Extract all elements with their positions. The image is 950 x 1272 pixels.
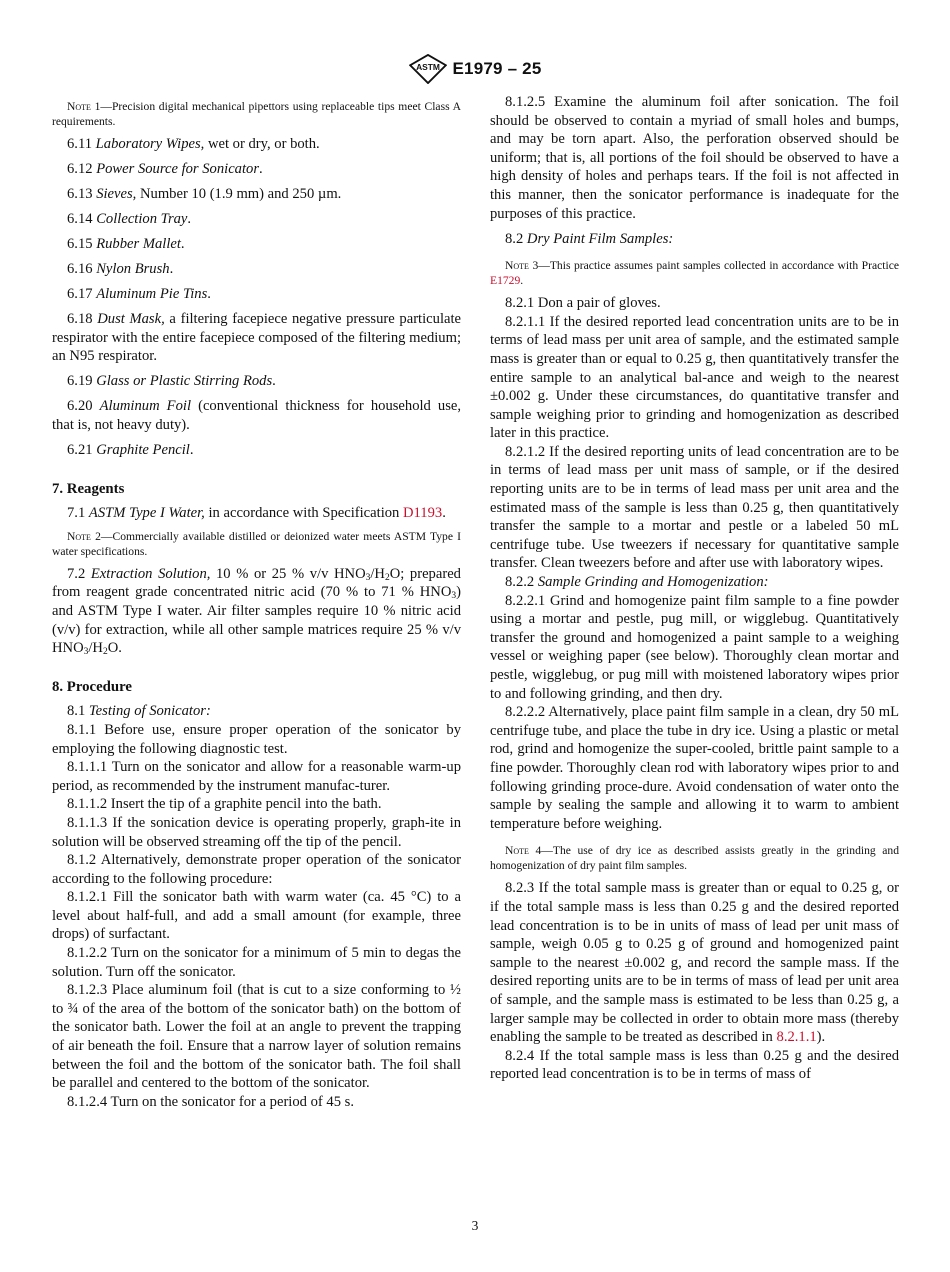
list-item: 6.15 Rubber Mallet. <box>67 236 185 253</box>
link-e1729[interactable]: E1729 <box>490 274 521 288</box>
link-8-2-1-1[interactable]: 8.2.1.1 <box>776 1029 817 1046</box>
paragraph: 8.1.1 Before use, ensure proper operation of the sonicator by employing the following diagnostic test. <box>52 721 461 757</box>
paragraph: 8.1.1.2 Insert the tip of a graphite pencil into the bath. <box>67 796 382 813</box>
paragraph: 8.1.1.3 If the sonication device is operating properly, graph-ite in solution will be observed streaming off the tip of the pencil. <box>52 814 461 850</box>
list-item: 6.14 Collection Tray. <box>67 211 192 228</box>
list-item: 6.21 Graphite Pencil. <box>67 442 194 459</box>
para-7-1: 7.1 ASTM Type I Water, in accordance with Specification D1193. <box>67 505 446 522</box>
paragraph: 8.2.1 Don a pair of gloves. <box>505 295 661 312</box>
list-item: 6.12 Power Source for Sonicator. <box>67 161 263 178</box>
link-d1193[interactable]: D1193 <box>403 505 443 522</box>
list-item: 6.11 Laboratory Wipes, wet or dry, or both. <box>67 136 320 153</box>
right-column <box>490 93 899 1084</box>
paragraph: 8.2.2.1 Grind and homogenize paint film sample to a fine powder using a mortar and pestle, pug mill, or wigglebug. Quantitatively transfer the ground and homogenized a paint sample to a weighing vessel or weighing paper (see below). Thoroughly clean mortar and pestle, wigglebug, or pug mill with moistened laboratory wipes prior to and following grinding, and then dry. <box>490 592 899 702</box>
para-7-2: 7.2 Extraction Solution, 10 % or 25 % v/v $HNO_3/H_2O$; prepared from reagent grade concentrated nitric acid (70 % to 71 % $HNO_3$) and ASTM Type I water. Air filter samples require 10 % nitric acid (v/v) for extraction, while all other sample matrices require 25 % v/v $HNO_3/H_2O$. <box>52 565 461 658</box>
page-header <box>0 52 950 86</box>
para-8-2-2: 8.2.2 Sample Grinding and Homogenization: <box>505 574 769 591</box>
section-7-heading: 7. Reagents <box>52 480 125 497</box>
list-item: 6.20 Aluminum Foil (conventional thickness for household use, that is, not heavy duty). <box>52 398 462 434</box>
para-8-2-3: 8.2.3 If the total sample mass is greater than or equal to 0.25 g, or if the total sample mass is less than 0.25 g and the desired reported lead concentration is to be in units of mass of lead per unit mass of sample, weigh 0.05 g to 0.25 g of ground and homogenized paint sample to the nearest ±0.002 g, and record the sample mass. If the desired reporting units are to be in terms of mass of lead per unit area of sample, and the sample mass is estimated to be less than 0.25 g, a larger sample may be collected in order to obtain more mass (thereby enabling the sample to be treated as described in 8.2.1.1). <box>490 880 899 1046</box>
left-column <box>52 93 461 1111</box>
astm-logo-icon <box>409 54 447 84</box>
list-item: 6.16 Nylon Brush. <box>67 261 174 278</box>
section-8-heading: 8. Procedure <box>52 678 132 695</box>
note-3: Note 3—This practice assumes paint samples collected in accordance with Practice E1729. <box>490 259 899 288</box>
para-8-1: 8.1 Testing of Sonicator: <box>67 703 211 720</box>
page-number: 3 <box>471 1218 479 1233</box>
paragraph: 8.2.2.2 Alternatively, place paint film sample in a clean, dry 50 mL centrifuge tube, and place the tube in dry ice. Using a plastic or metal rod, grind and homogenize the super-cooled, brittle paint sample to a fine powder. Thoroughly clean rod with laboratory wipes prior to and following grinding proce-dure. Avoid condensation of water onto the sample by sealing the sample and allowing it to warm to ambient temperature before weighing. <box>490 704 899 832</box>
list-item: 6.17 Aluminum Pie Tins. <box>67 286 211 303</box>
paragraph: 8.1.2.2 Turn on the sonicator for a minimum of 5 min to degas the solution. Turn off the sonicator. <box>52 945 461 980</box>
para-8-1-2-5: 8.1.2.5 Examine the aluminum foil after sonication. The foil should be observed to contain a myriad of small holes and bumps, and may be torn apart. Also, the perforation observed should be uniform; that is, all portions of the foil should be observed to have a high density of holes and perhaps tears. If the foil is not affected in this manner, then the sonicator performance is inadequate for the purposes of this practice. <box>490 94 899 222</box>
document-id: E1979 – 25 <box>452 59 542 78</box>
paragraph: 8.1.1.1 Turn on the sonicator and allow for a reasonable warm-up period, as recommended by the instrument manufac-turer. <box>52 759 461 794</box>
paragraph: 8.1.2.1 Fill the sonicator bath with warm water (ca. 45 °C) to a level about half-full, and add a small amount (for example, three drops) of surfactant. <box>52 889 461 943</box>
list-item: 6.19 Glass or Plastic Stirring Rods. <box>67 373 276 390</box>
svg-text:ASTM: ASTM <box>415 61 440 72</box>
paragraph: 8.1.2 Alternatively, demonstrate proper operation of the sonicator according to the following procedure: <box>52 852 461 887</box>
paragraph: 8.1.2.4 Turn on the sonicator for a period of 45 s. <box>67 1093 354 1110</box>
note-2: Note 2—Commercially available distilled or deionized water meets ASTM Type I water specifications. <box>52 529 461 558</box>
list-item: 6.18 Dust Mask, a filtering facepiece negative pressure particulate respirator with the entire facepiece composed of the filtering medium; an N95 respirator. <box>52 311 462 365</box>
para-8-2: 8.2 Dry Paint Film Samples: <box>505 230 674 247</box>
paragraph: 8.2.1.2 If the desired reporting units of lead concentration are to be in terms of lead mass per unit mass of sample, or if the desired reporting units are to be in terms of lead mass per unit area and the estimated mass of the sample is less than 0.25 g, then quantitatively transfer the sample to a mortar and pestle or a labeled 50 mL centrifuge tube. Use tweezers if necessary for quantitative sample transfer. Clean tweezers before and after use with laboratory wipes. <box>490 443 899 572</box>
paragraph: 8.1.2.3 Place aluminum foil (that is cut to a size conforming to ½ to ¾ of the area of the bottom of the sonicator bath) on the bottom of the sonicator bath. Lower the foil at an angle to prevent the trapping of air beneath the foil. Ensure that a narrow layer of solution remains between the foil and the bottom of the sonicator bath. The foil shall be parallel and centered to the bottom of the sonicator. <box>52 982 461 1092</box>
list-item: 6.13 Sieves, Number 10 (1.9 mm) and 250 µm. <box>67 186 342 203</box>
paragraph: 8.2.1.1 If the desired reported lead concentration units are to be in terms of lead mass per unit area of sample, and the estimated sample mass is greater than or equal to 0.25 g, then quantitatively transfer the entire sample to an analytical bal-ance and weigh to the nearest ±0.002 g. Under these circumstances, do quantitative transfer and sample weighing prior to grinding and homogenization as described later in this practice. <box>490 313 899 442</box>
para-8-2-4: 8.2.4 If the total sample mass is less than 0.25 g and the desired reported lead concentration is to be in terms of mass of <box>490 1047 899 1083</box>
note-4: Note 4—The use of dry ice as described assists greatly in the grinding and homogenization of dry paint film samples. <box>490 844 899 873</box>
note-1: Note 1—Precision digital mechanical pipettors using replaceable tips meet Class A requirements. <box>52 100 461 128</box>
